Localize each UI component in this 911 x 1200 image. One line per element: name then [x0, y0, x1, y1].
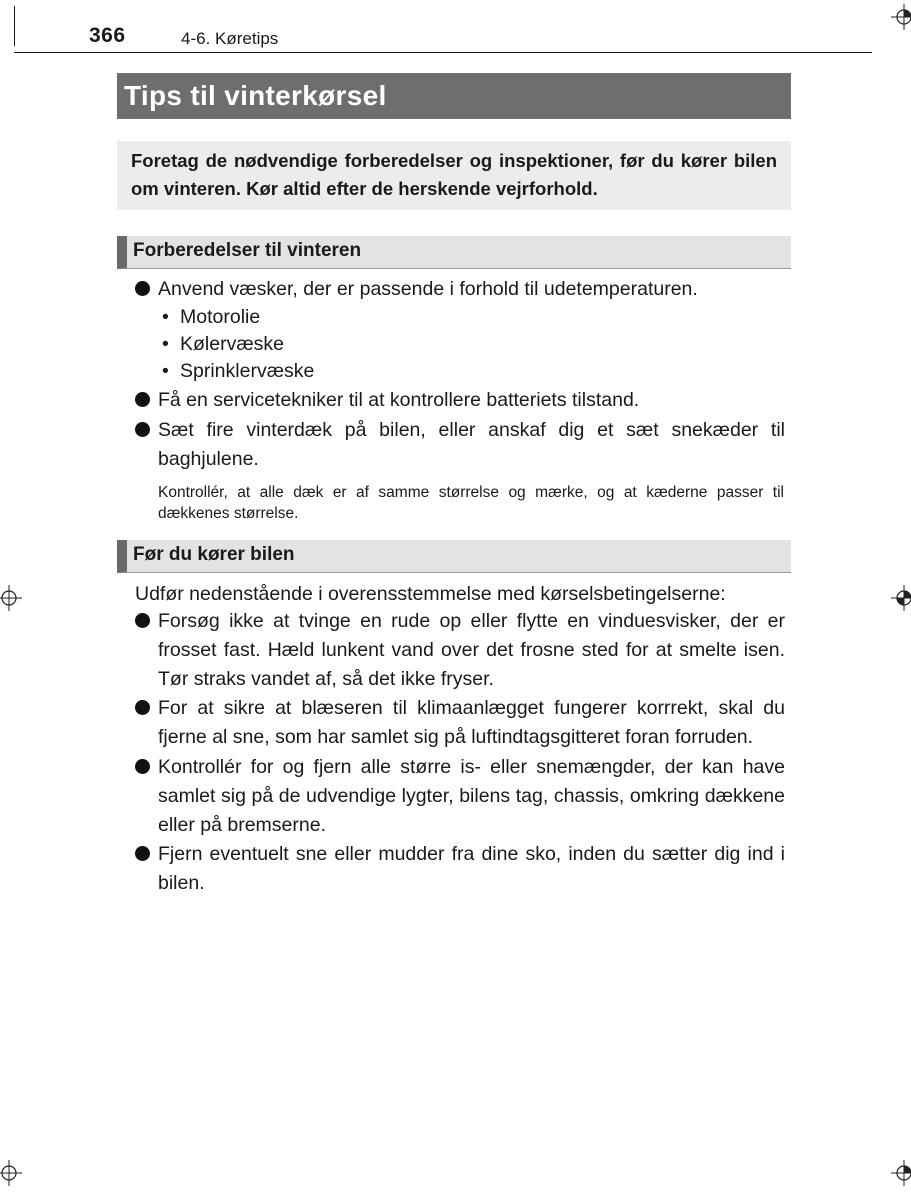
section-heading-before-driving: [117, 540, 791, 573]
filled-circle-bullet-icon: [135, 613, 150, 628]
list-item: [133, 275, 785, 304]
list-item-text: Anvend væsker, der er passende i forhold til udetemperaturen.: [158, 278, 698, 300]
filled-circle-bullet-icon: [135, 422, 150, 437]
list-item-text: Fjern eventuelt sne eller mudder fra dine sko, inden du sætter dig ind i bilen.: [158, 843, 785, 894]
note-text: Kontrollér, at alle dæk er af samme størrelse og mærke, og at kæderne passer til dækkenes størrelse.: [158, 484, 784, 522]
small-dot-icon: •: [162, 333, 169, 355]
lead-paragraph: Udfør nedenstående i overensstemmelse med kørselsbetingelserne:: [135, 583, 726, 605]
filled-circle-bullet-icon: [135, 759, 150, 774]
list-item-text: Kontrollér for og fjern alle større is- eller snemængder, der kan have samlet sig på de udvendige lygter, bilens tag, chassis, omkring dækkene eller på bremserne.: [158, 756, 785, 836]
list-item-text: Få en servicetekniker til at kontrollere batteriets tilstand.: [158, 389, 640, 411]
intro-box: [117, 141, 791, 210]
list-item: [133, 694, 785, 752]
sub-list-item: [162, 358, 314, 385]
sub-list-item-text: Kølervæske: [180, 333, 285, 355]
sub-list-item-text: Sprinklervæske: [180, 360, 315, 382]
list-item: [133, 607, 785, 694]
list-item: [133, 386, 785, 415]
page-title-bar: [117, 73, 791, 119]
filled-circle-bullet-icon: [135, 700, 150, 715]
list-item-text: Sæt fire vinterdæk på bilen, eller anskaf dig et sæt snekæder til baghjulene.: [158, 419, 785, 470]
list-item: [133, 840, 785, 898]
sub-list-item: [162, 331, 284, 358]
page-number: 366: [89, 24, 126, 47]
small-dot-icon: •: [162, 306, 169, 328]
section-heading-text: Før du kører bilen: [133, 544, 295, 565]
list-item-text: For at sikre at blæseren til klimaanlægget fungerer korrrekt, skal du fjerne al sne, som har samlet sig på luftindtagsgitteret foran forruden.: [158, 697, 785, 748]
section-heading-winter-prep: [117, 236, 791, 269]
registration-crosshair-icon: [891, 4, 911, 30]
registration-crosshair-icon: [0, 585, 22, 611]
intro-text: Foretag de nødvendige forberedelser og inspektioner, før du kører bilen om vinteren. Kør altid efter de herskende vejrforhold.: [131, 150, 777, 199]
registration-crosshair-icon: [0, 1160, 22, 1186]
filled-circle-bullet-icon: [135, 281, 150, 296]
list-item: [133, 416, 785, 474]
section-heading-text: Forberedelser til vinteren: [133, 240, 362, 261]
list-item: [133, 753, 785, 840]
registration-crosshair-icon: [891, 585, 911, 611]
small-dot-icon: •: [162, 360, 169, 382]
list-item-text: Forsøg ikke at tvinge en rude op eller flytte en vinduesvisker, der er frosset fast. Hæld lunkent vand over det frosne sted for at smelte isen. Tør straks vandet af, så det ikke fryser.: [158, 610, 785, 690]
header-rule-vertical: [14, 6, 15, 46]
header-rule-horizontal: [14, 52, 872, 53]
filled-circle-bullet-icon: [135, 392, 150, 407]
registration-crosshair-icon: [891, 1160, 911, 1186]
sub-list-item: [162, 304, 260, 331]
sub-list-item-text: Motorolie: [180, 306, 261, 328]
filled-circle-bullet-icon: [135, 846, 150, 861]
page-title: Tips til vinterkørsel: [124, 80, 387, 111]
section-reference: 4-6. Køretips: [181, 29, 279, 48]
